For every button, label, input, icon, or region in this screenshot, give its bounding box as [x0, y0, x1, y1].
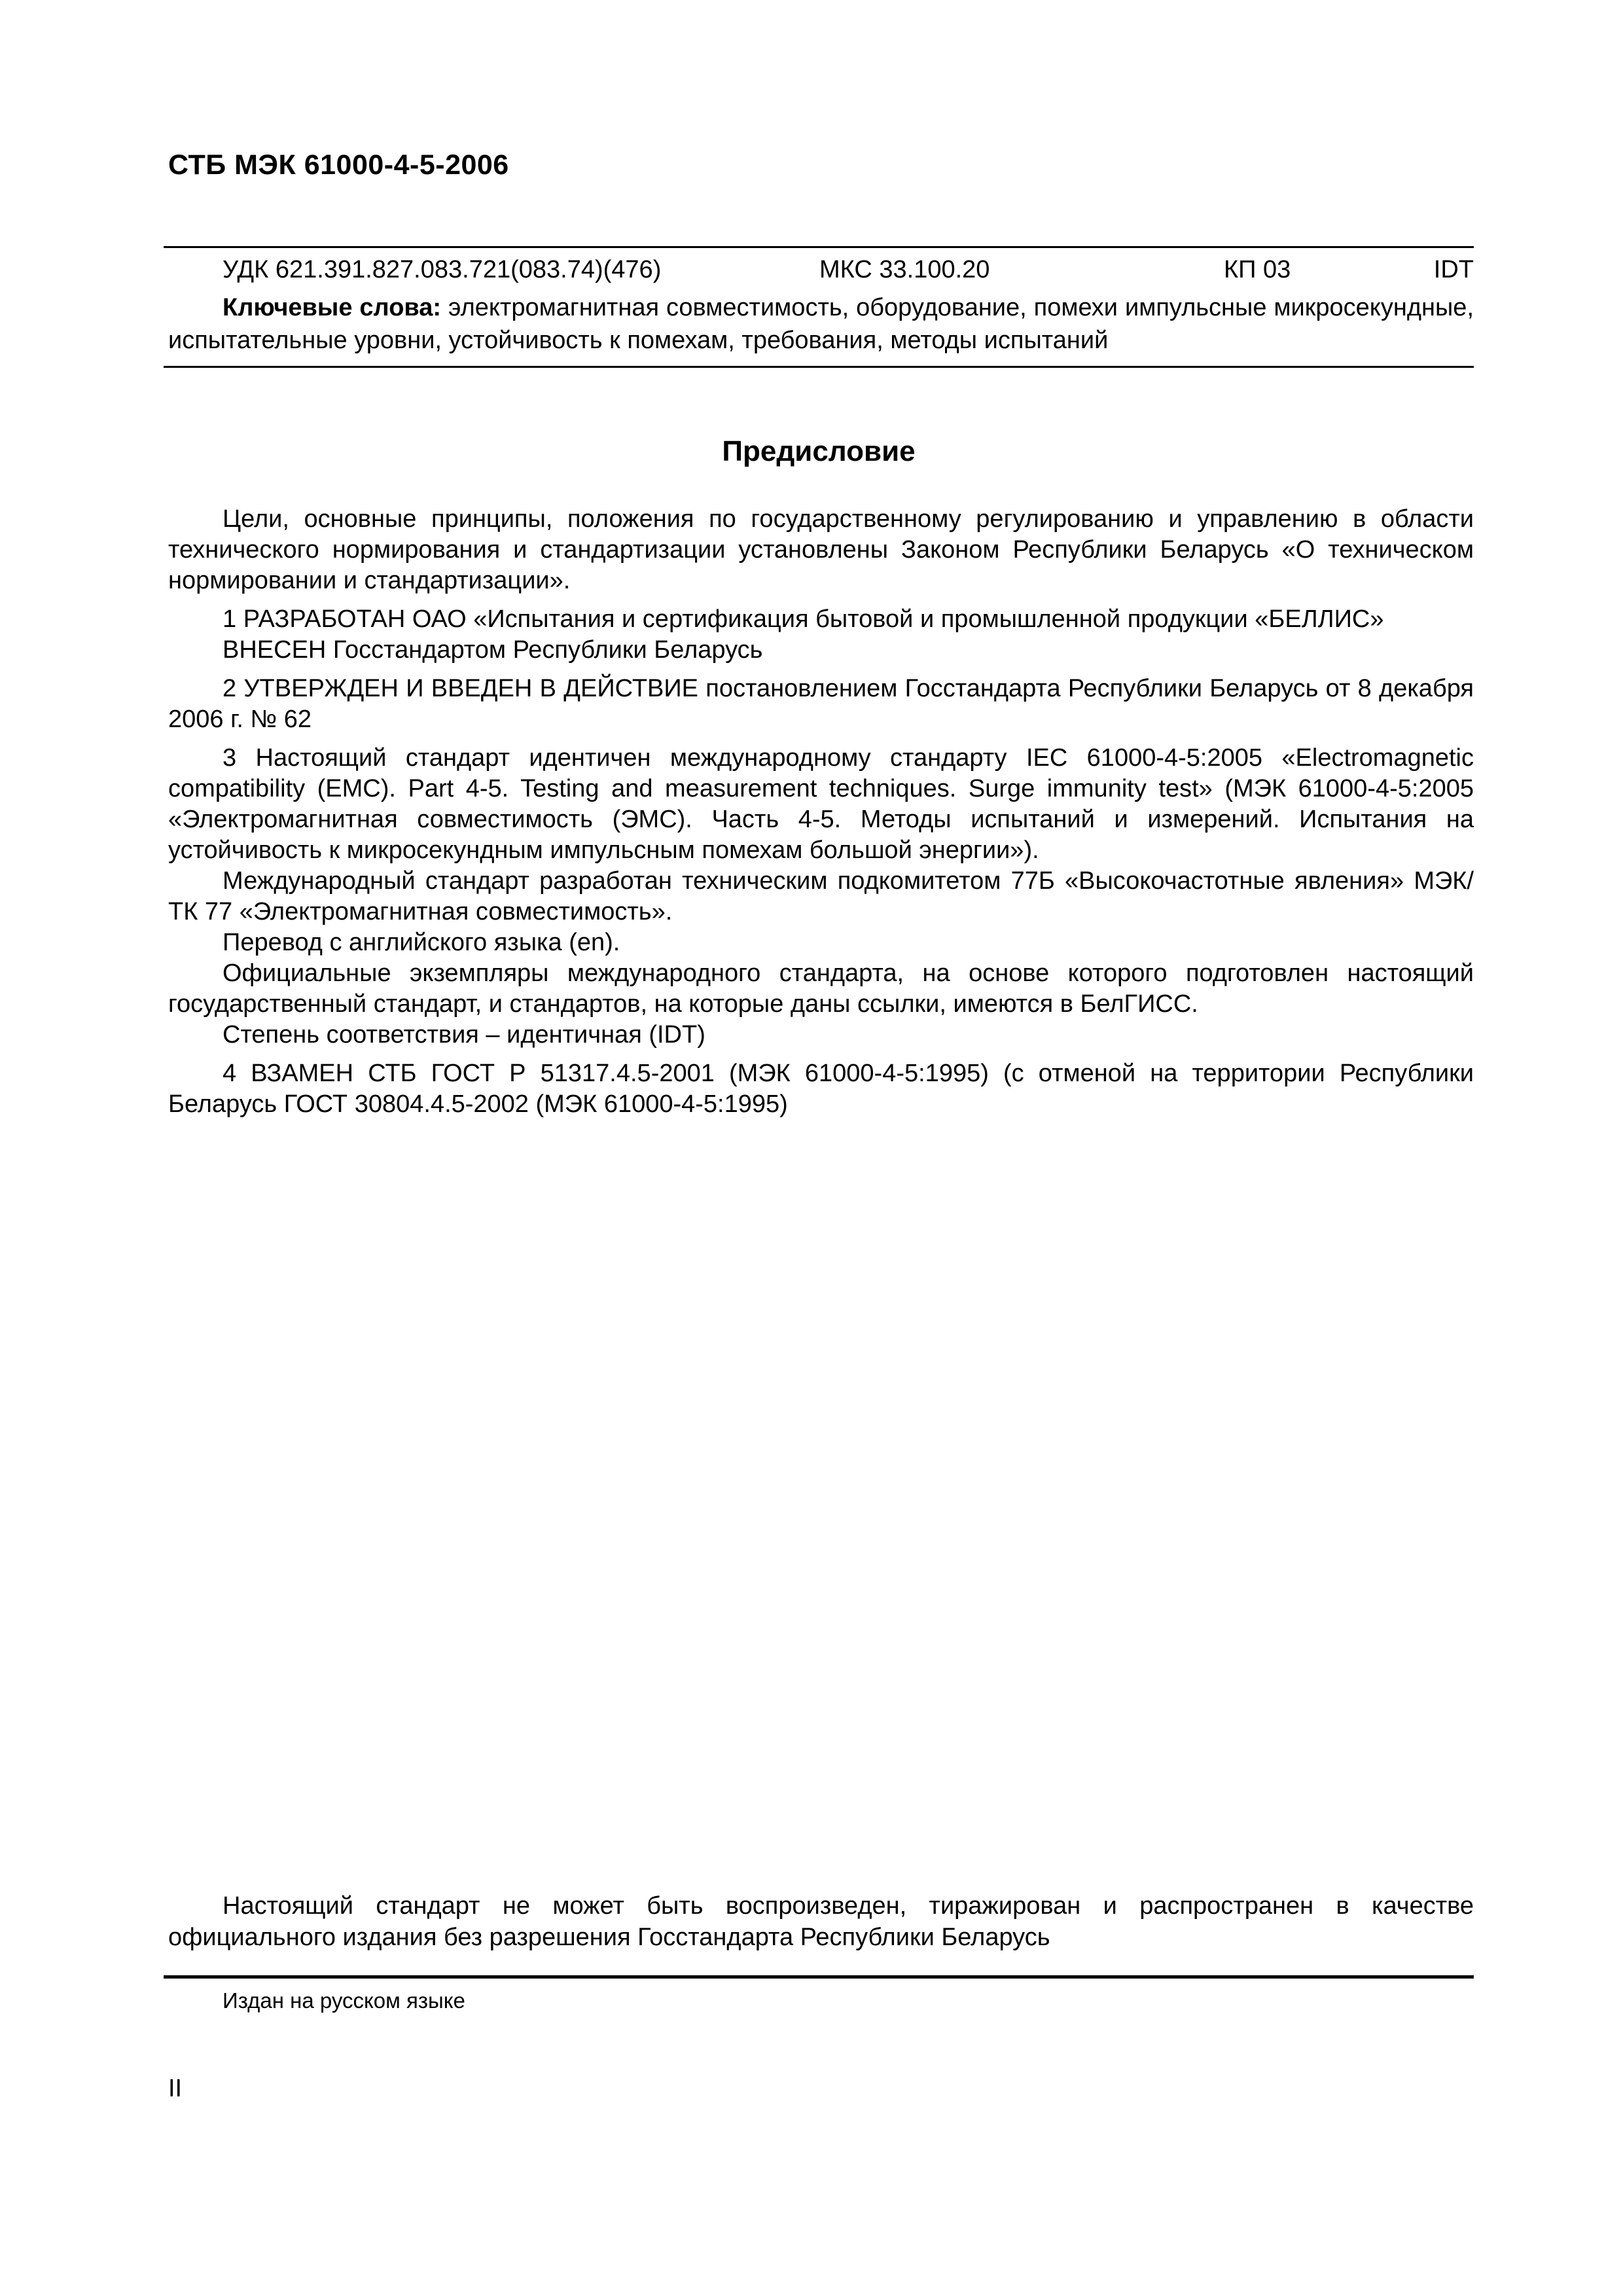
preface-paragraph-intro: Цели, основные принципы, положения по государственному регулированию и управлению в области технического нормирования и стандартизации установлены Законом Республики Беларусь «О техническом нормировании и стандартизации». — [168, 505, 1474, 594]
footer-divider — [164, 1975, 1474, 1979]
keywords-block — [168, 291, 1474, 357]
preface-paragraph-translation: Перевод с английского языка (en). — [223, 929, 620, 956]
standard-code-header: СТБ МЭК 61000-4-5-2006 — [168, 149, 509, 181]
keywords-label: Ключевые слова: — [223, 294, 442, 321]
published-language: Издан на русском языке — [223, 1988, 465, 2013]
preface-paragraph-subcommittee: Международный стандарт разработан техническим подкомитетом 77Б «Высокочастотные явления» МЭК/ТК 77 «Электромагнитная совместимость». — [168, 867, 1474, 925]
preface-title: Предисловие — [722, 435, 916, 467]
preface-paragraph-replaces: 4 ВЗАМЕН СТБ ГОСТ Р 51317.4.5-2001 (МЭК 61000-4-5:1995) (с отменой на территории Республики Беларусь ГОСТ 30804.4.5-2002 (МЭК 61000-4-5:1995) — [168, 1060, 1474, 1118]
keywords-text: электромагнитная совместимость, оборудование, помехи импульсные микросекундные, испытательные уровни, устойчивость к помехам, требования, методы испытаний — [168, 294, 1474, 354]
preface-paragraph-identical: 3 Настоящий стандарт идентичен международному стандарту IEC 61000-4-5:2005 «Electromagnetic compatibility (EMC). Part 4-5. Testing and measurement techniques. Surge immunity test» (МЭК 61000-4-5:2005 «Электромагнитная совместимость (ЭМС). Часть 4-5. Методы испытаний и измерений. Испытания на устойчивость к микросекундным импульсным помехам большой энергии»). — [168, 744, 1474, 864]
preface-paragraph-developed: 1 РАЗРАБОТАН ОАО «Испытания и сертификация бытовой и промышленной продукции «БЕЛЛИС» — [223, 605, 1384, 633]
reproduction-notice: Настоящий стандарт не может быть воспроизведен, тиражирован и распространен в качестве официального издания без разрешения Госстандарта Республики Беларусь — [168, 1892, 1474, 1951]
kp-code: КП 03 — [1224, 256, 1291, 283]
top-divider — [164, 246, 1474, 248]
udk-code: УДК 621.391.827.083.721(083.74)(476) — [223, 256, 662, 283]
page-number: II — [168, 2075, 183, 2102]
mks-code: МКС 33.100.20 — [819, 256, 990, 283]
preface-paragraph-official-copies: Официальные экземпляры международного стандарта, на основе которого подготовлен настоящий государственный стандарт, и стандартов, на которые даны ссылки, имеются в БелГИСС. — [168, 960, 1474, 1018]
preface-paragraph-introduced: ВНЕСЕН Госстандартом Республики Беларусь — [223, 636, 763, 664]
preface-body — [168, 504, 1474, 1120]
preface-paragraph-approved: 2 УТВЕРЖДЕН И ВВЕДЕН В ДЕЙСТВИЕ постановлением Госстандарта Республики Беларусь от 8 декабря 2006 г. № 62 — [168, 675, 1474, 733]
keywords-divider — [164, 366, 1474, 368]
idt-code: IDT — [1433, 256, 1474, 283]
classification-row — [223, 256, 1474, 290]
preface-paragraph-conformity: Степень соответствия – идентичная (IDT) — [223, 1021, 705, 1049]
